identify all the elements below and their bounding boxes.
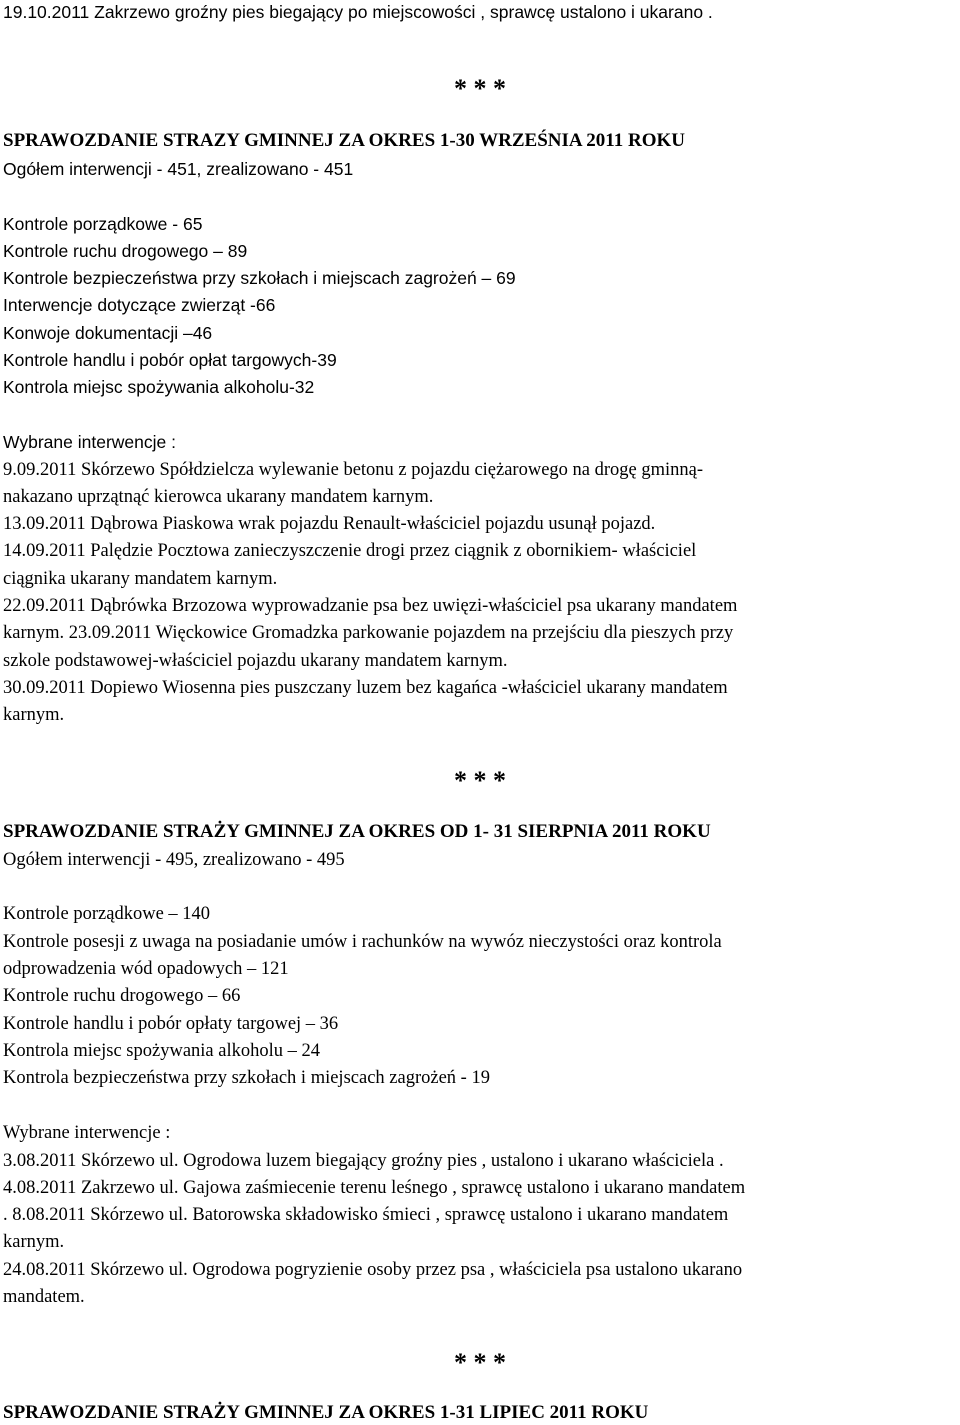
intervention-line: 9.09.2011 Skórzewo Spółdzielcza wylewanie betonu z pojazdu ciężarowego na drogę gminną- — [3, 460, 704, 480]
selected-interventions-label: Wybrane interwencje : — [3, 432, 176, 452]
stat-item: Kontrola miejsc spożywania alkoholu – 24 — [3, 1041, 321, 1061]
report-title-september: SPRAWOZDANIE STRAZY GMINNEJ ZA OKRES 1-30 WRZEŚNIA 2011 ROKU — [3, 130, 686, 151]
intervention-line: ciągnika ukarany mandatem karnym. — [3, 569, 278, 589]
intervention-line: karnym. — [3, 1232, 65, 1252]
selected-interventions-label: Wybrane interwencje : — [3, 1123, 171, 1143]
report-total: Ogółem interwencji - 495, zrealizowano - 495 — [3, 850, 345, 870]
report-title-july: SPRAWOZDANIE STRAŻY GMINNEJ ZA OKRES 1-31 LIPIEC 2011 ROKU — [3, 1402, 649, 1423]
report-total: Ogółem interwencji - 451, zrealizowano - 451 — [3, 159, 354, 179]
intervention-line: karnym. 23.09.2011 Więckowice Gromadzka parkowanie pojazdem na przejściu dla pieszych przy — [3, 623, 734, 643]
report-title-august: SPRAWOZDANIE STRAŻY GMINNEJ ZA OKRES OD 1- 31 SIERPNIA 2011 ROKU — [3, 821, 711, 842]
stat-item: Konwoje dokumentacji –46 — [3, 323, 213, 343]
intro-line: 19.10.2011 Zakrzewo groźny pies biegający po miejscowości , sprawcę ustalono i ukarano . — [3, 2, 713, 22]
intervention-line: 30.09.2011 Dopiewo Wiosenna pies puszczany luzem bez kagańca -właściciel ukarany mandatem — [3, 678, 728, 698]
stat-item: odprowadzenia wód opadowych – 121 — [3, 959, 289, 979]
stat-item: Kontrola miejsc spożywania alkoholu-32 — [3, 377, 315, 397]
intervention-line: 4.08.2011 Zakrzewo ul. Gajowa zaśmiecenie terenu leśnego , sprawcę ustalono i ukarano mandatem — [3, 1178, 746, 1198]
stat-item: Interwencje dotyczące zwierząt -66 — [3, 295, 276, 315]
stat-item: Kontrole ruchu drogowego – 89 — [3, 241, 248, 261]
intervention-line: 13.09.2011 Dąbrowa Piaskowa wrak pojazdu Renault-właściciel pojazdu usunął pojazd. — [3, 514, 656, 534]
separator-stars: * * * — [454, 1348, 506, 1377]
stat-item: Kontrole bezpieczeństwa przy szkołach i miejscach zagrożeń – 69 — [3, 268, 516, 288]
intervention-line: nakazano uprzątnąć kierowca ukarany mandatem karnym. — [3, 487, 434, 507]
stat-item: Kontrole posesji z uwaga na posiadanie umów i rachunków na wywóz nieczystości oraz kontrola — [3, 932, 722, 952]
stat-item: Kontrole handlu i pobór opłaty targowej – 36 — [3, 1014, 339, 1034]
intervention-line: 24.08.2011 Skórzewo ul. Ogrodowa pogryzienie osoby przez psa , właściciela psa ustalono ukarano — [3, 1260, 743, 1280]
stat-item: Kontrole porządkowe – 140 — [3, 904, 211, 924]
intervention-line: . 8.08.2011 Skórzewo ul. Batorowska składowisko śmieci , sprawcę ustalono i ukarano mandatem — [3, 1205, 729, 1225]
stat-item: Kontrola bezpieczeństwa przy szkołach i miejscach zagrożeń - 19 — [3, 1068, 490, 1088]
separator-stars: * * * — [454, 74, 506, 103]
intervention-line: 3.08.2011 Skórzewo ul. Ogrodowa luzem biegający groźny pies , ustalono i ukarano właściciela . — [3, 1151, 724, 1171]
intervention-line: 22.09.2011 Dąbrówka Brzozowa wyprowadzanie psa bez uwięzi-właściciel psa ukarany mandatem — [3, 596, 738, 616]
separator-stars: * * * — [454, 766, 506, 795]
stat-item: Kontrole ruchu drogowego – 66 — [3, 986, 241, 1006]
intervention-line: 14.09.2011 Palędzie Pocztowa zanieczyszczenie drogi przez ciągnik z obornikiem- właściciel — [3, 541, 697, 561]
intervention-line: szkole podstawowej-właściciel pojazdu ukarany mandatem karnym. — [3, 651, 508, 671]
intervention-line: mandatem. — [3, 1287, 85, 1307]
intervention-line: karnym. — [3, 705, 65, 725]
stat-item: Kontrole handlu i pobór opłat targowych-39 — [3, 350, 337, 370]
stat-item: Kontrole porządkowe - 65 — [3, 214, 203, 234]
